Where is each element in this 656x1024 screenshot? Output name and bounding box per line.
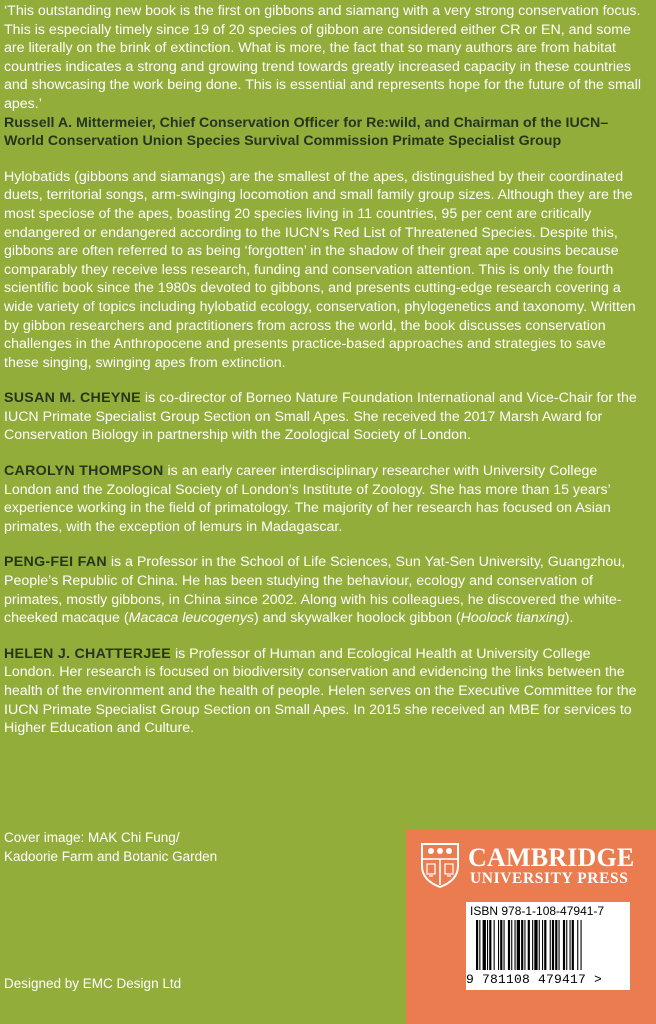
cover-credit-line: Kadoorie Farm and Botanic Garden (4, 848, 218, 864)
endorsement-quote (4, 2, 644, 151)
species-name: Macaca leucogenys (128, 610, 255, 627)
cover-image-credit (4, 829, 217, 866)
book-description: Hylobatids (gibbons and siamangs) are the smallest of the apes, distinguished by their coordinated duets, territorial songs, arm-swinging locomotion and small family group sizes. Although they are the most speciose of the apes, boasting 20 species living in 11 countries, 95 per cent are critically endangered or endangered according to the IUCN’s Red List of Threatened Species. Despite this, gibbons are often referred to as being ‘forgotten’ in the shadow of their great ape cousins because comparably they receive less research, funding and conservation attention. This is only the fourth scientific book since the 1980s devoted to gibbons, and presents cutting-edge research covering a wide variety of topics including hylobatid ecology, conservation, phylogenetics and taxonomy. Written by gibbon researchers and practitioners from across the world, the book discusses conservation challenges in the Anthropocene and presents practice-based approaches and strategies to save these singing, swinging apes from extinction. (4, 168, 636, 371)
isbn-barcode (466, 902, 630, 990)
barcode-digits: 9 781108 479417 > (466, 972, 603, 987)
cambridge-crest-icon (420, 842, 460, 888)
author-bio-text: ). (564, 610, 574, 627)
author-name: CAROLYN THOMPSON (4, 463, 164, 480)
author-bio-text: is a Professor in the School of Life Sciences, Sun Yat-Sen University, Guangzhou, People’s Republic of China. He has been studying the behaviour, ecology and conservation of primates, mostly gibbons, in China since 2002. Along with his colleagues, he discovered the white-cheeked macaque ( (4, 554, 626, 627)
publisher-name: CAMBRIDGE (468, 843, 635, 872)
author-name: SUSAN M. CHEYNE (4, 390, 141, 407)
back-cover (4, 0, 644, 738)
author-bio-thompson (4, 462, 644, 536)
cover-credit-line: Cover image: MAK Chi Fung/ (4, 830, 180, 845)
author-bio-text: ) and skywalker hoolock gibbon ( (254, 610, 461, 627)
author-bio-chatterjee (4, 645, 644, 738)
author-bio-text: is Professor of Human and Ecological Health at University College London. Her research is focused on biodiversity conservation and evidencing the links between the health of the environment and the health of people. Helen serves on the Executive Committee for the IUCN Primate Specialist Group Section on Small Apes. In 2015 she received an MBE for services to Higher Education and Culture. (4, 645, 637, 737)
author-bio-fan (4, 553, 644, 627)
author-bio-text: is an early career interdisciplinary researcher with University College London and the Zoological Society of London’s Institute of Zoology. She has more than 15 years’ experience working in the field of primatology. The majority of her research has focused on Asian primates, with the exception of lemurs in Madagascar. (4, 463, 611, 535)
publisher-panel (406, 830, 656, 1024)
quote-text: ‘This outstanding new book is the first on gibbons and siamang with a very strong conservation focus. This is especially timely since 19 of 20 species of gibbon are considered either CR or EN, and some are literally on the brink of extinction. What is more, the fact that so many authors are from habitat countries indicates a strong and growing trend towards greatly increased capacity in these countries and showcasing the work being done. This is essential and represents hope for the future of the small apes.’ (4, 3, 641, 112)
author-bio-cheyne (4, 389, 644, 445)
designer-credit: Designed by EMC Design Ltd (4, 976, 182, 991)
quote-attribution: Russell A. Mittermeier, Chief Conservation Officer for Re:wild, and Chairman of the IUCN–World Conservation Union Species Survival Commission Primate Specialist Group (4, 114, 609, 150)
author-name: PENG-FEI FAN (4, 554, 107, 571)
species-name: Hoolock tianxing (460, 610, 565, 627)
author-bio-text: is co-director of Borneo Nature Foundation International and Vice-Chair for the IUCN Primate Specialist Group Section on Small Apes. She received the 2017 Marsh Award for Conservation Biology in partnership with the Zoological Society of London. (4, 390, 637, 444)
isbn-label: ISBN 978-1-108-47941-7 (470, 904, 605, 918)
barcode-icon (468, 920, 628, 970)
publisher-subname: UNIVERSITY PRESS (470, 870, 629, 887)
publisher-logo (420, 842, 656, 890)
author-name: HELEN J. CHATTERJEE (4, 645, 172, 662)
